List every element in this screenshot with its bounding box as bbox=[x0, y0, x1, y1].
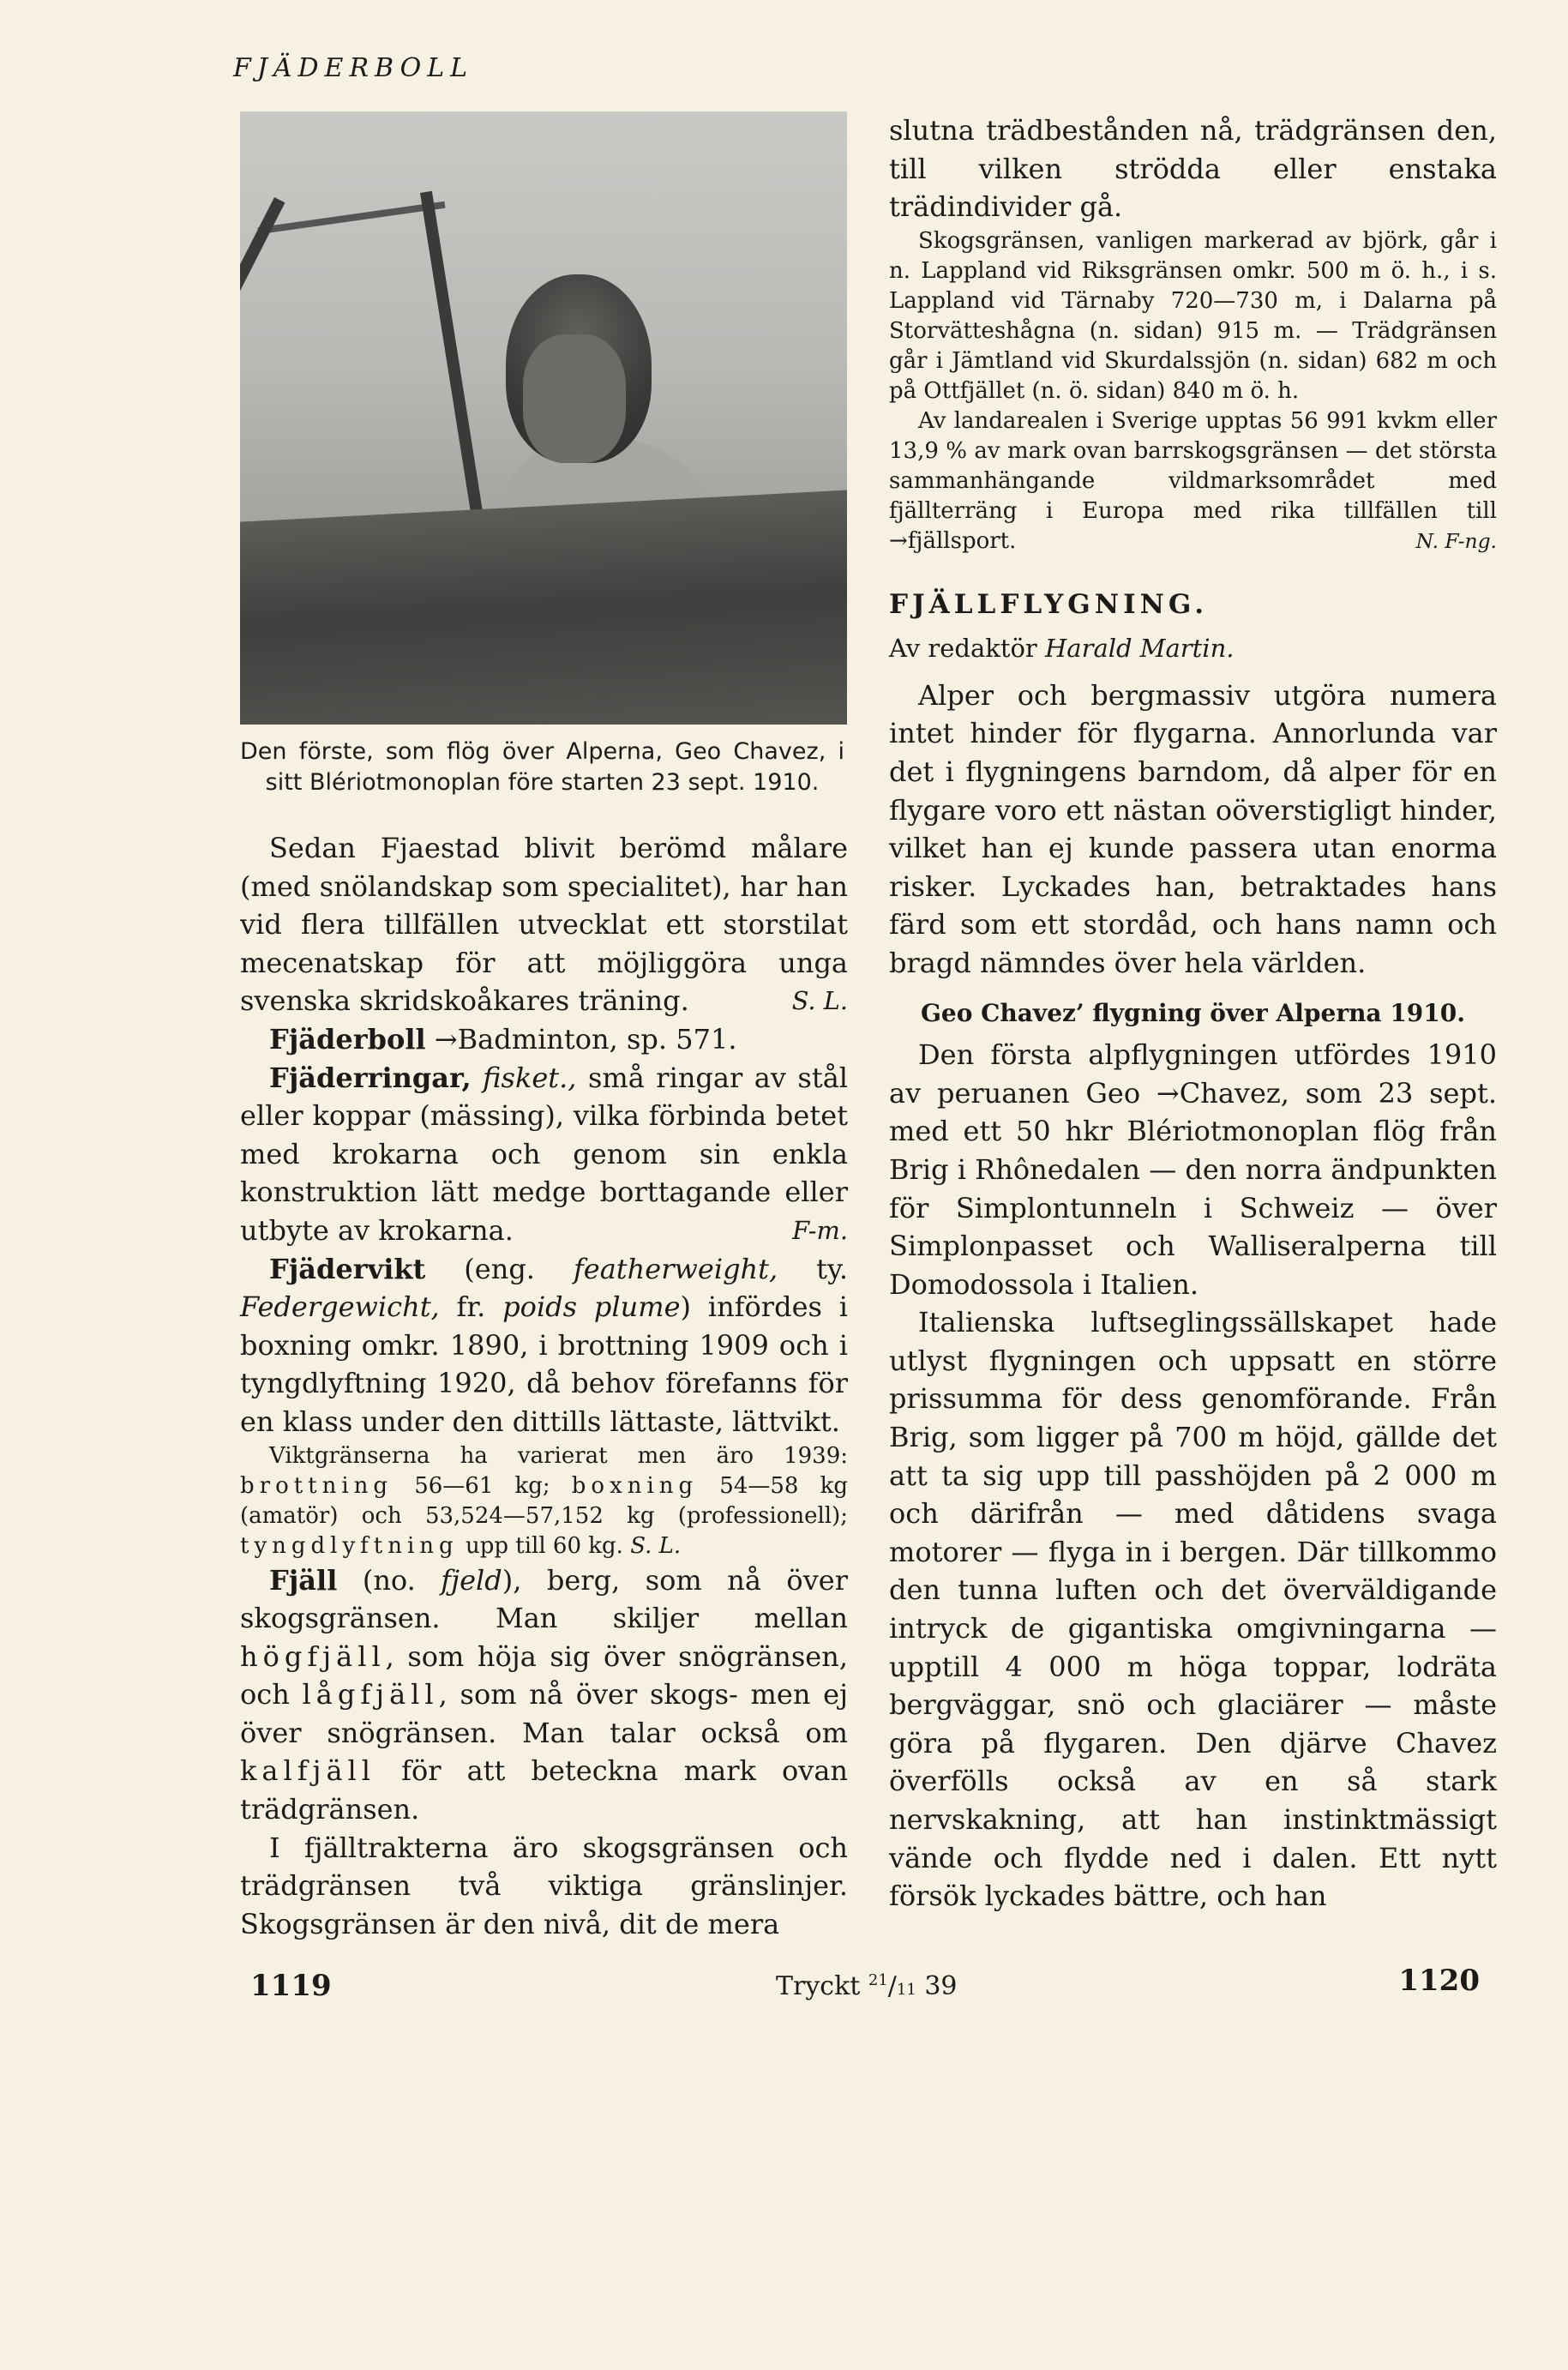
text-segment: boxning bbox=[571, 1472, 699, 1499]
entry-headword: Fjäderringar, bbox=[269, 1061, 472, 1094]
text-segment: Skogsgränsen, vanligen markerad av björk, går i n. Lappland vid Riksgränsen omkr. 500 m ö. h., i s. Lappland vid Tärnaby 720—730 m, i Dalarna på Storvätteshågna (n. sidan) 915 m. — Trädgränsen går i Jämtland vid Skurdalssjön (n. sidan) 682 m och på Ottfjället (n. ö. sidan) 840 m ö. h. bbox=[889, 227, 1497, 404]
paragraph bbox=[889, 111, 1497, 226]
left-column bbox=[240, 829, 848, 1943]
text-segment: Federgewicht, bbox=[240, 1290, 440, 1324]
text-segment: upp till 60 kg. bbox=[458, 1532, 631, 1559]
print-date: Tryckt $^{21}$/11 39 bbox=[776, 1971, 958, 2002]
right-column-top bbox=[889, 111, 1497, 556]
text-segment: S. L. bbox=[630, 1532, 682, 1559]
byline-author: Harald Martin. bbox=[1045, 633, 1235, 663]
paragraph bbox=[889, 1303, 1497, 1916]
text-segment: slutna trädbestånden nå, trädgränsen den, till vilken strödda eller enstaka trädindivider gå. bbox=[889, 114, 1497, 224]
text-segment: Alper och bergmassiv utgöra numera intet hinder för flygarna. Annorlunda var det i flygningens barndom, då alper för en flygare voro ett nästan oöverstigligt hinder, vilket han ej kunde passera utan enorma risker. Lyckades han, betraktades hans färd som ett stordåd, och hans namn och bragd nämndes över hela världen. bbox=[889, 678, 1497, 979]
text-segment: 54—58 kg (amatör) och 53,524—57,152 kg (professionell); bbox=[240, 1472, 848, 1529]
byline-prefix: Av redaktör bbox=[889, 633, 1046, 663]
text-segment bbox=[472, 1062, 483, 1094]
paragraph bbox=[240, 1020, 848, 1059]
paragraph bbox=[240, 1059, 848, 1250]
article-title: FJÄLLFLYGNING. bbox=[889, 588, 1209, 620]
author-signature: S. L. bbox=[791, 986, 848, 1016]
section-subheading bbox=[889, 995, 1497, 1033]
page-number-left: 1119 bbox=[250, 1969, 332, 2004]
entry-headword: Fjäll bbox=[269, 1563, 338, 1597]
page-footer bbox=[240, 1964, 1497, 2006]
paragraph bbox=[240, 1441, 848, 1561]
running-head: FJÄDERBOLL bbox=[233, 53, 474, 83]
text-segment: poids plume bbox=[502, 1290, 681, 1324]
text-segment: Viktgränserna ha varierat men äro 1939: bbox=[269, 1442, 848, 1469]
two-column-body bbox=[240, 111, 1497, 1943]
entry-headword: Fjädervikt bbox=[269, 1252, 426, 1285]
text-segment: små ringar av stål eller koppar (mässing), vilka förbinda betet med krokarna och genom sin enkla konstruktion lätt medge borttagande eller utbyte av krokarna. bbox=[240, 1061, 848, 1247]
text-segment: tyngdlyftning bbox=[240, 1532, 459, 1559]
text-segment: (eng. bbox=[425, 1252, 574, 1285]
text-segment: I fjälltrakterna äro skogsgränsen och trädgränsen två viktiga gränslinjer. Skogsgränsen är den nivå, dit de mera bbox=[240, 1831, 848, 1940]
text-segment: (no. bbox=[337, 1563, 442, 1597]
printed-year: 39 bbox=[916, 1971, 958, 2002]
text-segment: Den första alpflygningen utfördes 1910 av peruanen Geo →Chavez, som 23 sept. med ett 50 hkr Blériotmonoplan flög från Brig i Rhônedalen — den norra ändpunkten för Simplontunneln i Schweiz — över Simplonpasset och Walliseralperna till Domodossola i Italien. bbox=[889, 1038, 1497, 1301]
article-byline bbox=[889, 632, 1497, 665]
text-segment: ), berg, som nå över skogsgränsen. Man skiljer mellan bbox=[240, 1563, 849, 1635]
printed-month: 11 bbox=[896, 1981, 916, 2000]
author-signature: N. F-ng. bbox=[1415, 528, 1497, 553]
text-segment: ) infördes i boxning omkr. 1890, i brottning 1909 och i tyngdlyftning 1920, då behov förefanns för en klass under den dittills lättaste, lättvikt. bbox=[240, 1290, 849, 1438]
author-signature: F-m. bbox=[792, 1215, 848, 1245]
text-segment: brottning bbox=[240, 1472, 394, 1499]
entry-headword: Fjäderboll bbox=[269, 1022, 426, 1056]
paragraph bbox=[240, 1250, 848, 1441]
text-segment: Sedan Fjaestad blivit berömd målare (med snölandskap som specialitet), har han vid flera tillfällen utvecklat ett storstilat mecenatskap för att möjliggöra unga svenska skridskoåkares träning. bbox=[240, 832, 848, 1018]
photo-caption: Den förste, som flög över Alperna, Geo Chavez, i sitt Blériotmonoplan före starten 23 sept. 1910. bbox=[240, 738, 844, 796]
text-segment: fr. bbox=[439, 1290, 503, 1324]
photo-geo-chavez-in-bleriot-monoplane bbox=[240, 111, 847, 725]
right-column-box bbox=[889, 111, 1497, 1916]
text-segment: Geo Chavez’ flygning över Alperna 1910. bbox=[921, 998, 1465, 1027]
paragraph bbox=[240, 1561, 848, 1829]
text-segment: , som nå över skogs- men ej över snögränsen. Man talar också om bbox=[240, 1678, 849, 1749]
paragraph bbox=[889, 1036, 1497, 1303]
text-segment: lågfjäll bbox=[302, 1678, 439, 1711]
printed-day: 21 bbox=[868, 1971, 888, 1990]
text-segment: fisket., bbox=[483, 1061, 577, 1094]
page-number-right: 1120 bbox=[1398, 1964, 1480, 1999]
paragraph bbox=[240, 829, 848, 1020]
text-segment: 56—61 kg; bbox=[393, 1472, 572, 1499]
small-print-block bbox=[240, 1441, 848, 1561]
text-segment: fjeld bbox=[441, 1563, 502, 1597]
text-segment: högfjäll bbox=[240, 1639, 386, 1673]
printed-label: Tryckt bbox=[776, 1971, 868, 2002]
paragraph bbox=[889, 677, 1497, 983]
paragraph bbox=[889, 406, 1497, 556]
text-segment: ty. bbox=[778, 1252, 849, 1285]
text-segment: , som höja sig över snögränsen, och bbox=[240, 1639, 848, 1711]
left-column-box bbox=[240, 111, 848, 1943]
text-segment: →Badminton, sp. 571. bbox=[425, 1022, 737, 1056]
paragraph bbox=[240, 1829, 848, 1944]
text-segment: Av landarealen i Sverige upptas 56 991 kvkm eller 13,9 % av mark ovan barrskogsgränsen — det största sammanhängande vildmarksområdet med fjällterräng i Europa med rika tillfällen till →fjällsport. bbox=[889, 407, 1497, 554]
small-print-block bbox=[889, 226, 1497, 406]
right-column-article bbox=[889, 677, 1497, 1916]
small-print-block bbox=[889, 406, 1497, 556]
text-segment: kalfjäll bbox=[240, 1754, 376, 1788]
text-segment: Italienska luftseglingssällskapet hade utlyst flygningen och uppsatt en större prissumma för dess genomförande. Från Brig, som ligger på 700 m höjd, gällde det att ta sig upp till passhöjden på 2 000 m och därifrån — med dåtidens svaga motorer — flyga in i bergen. Där tillkommo den tunna luften och det överväldigande intryck de gigantiska omgivningarna — upptill 4 000 m höga toppar, lodräta bergväggar, snö och glaciärer — måste göra på flygaren. Den djärve Chavez överfölls också av en så stark nervskakning, att han instinktmässigt vände och flydde ned i dalen. Ett nytt försök lyckades bättre, och han bbox=[889, 1306, 1497, 1913]
text-segment: för att beteckna mark ovan trädgränsen. bbox=[240, 1754, 848, 1826]
text-segment: featherweight, bbox=[573, 1252, 778, 1285]
paragraph bbox=[889, 226, 1497, 406]
